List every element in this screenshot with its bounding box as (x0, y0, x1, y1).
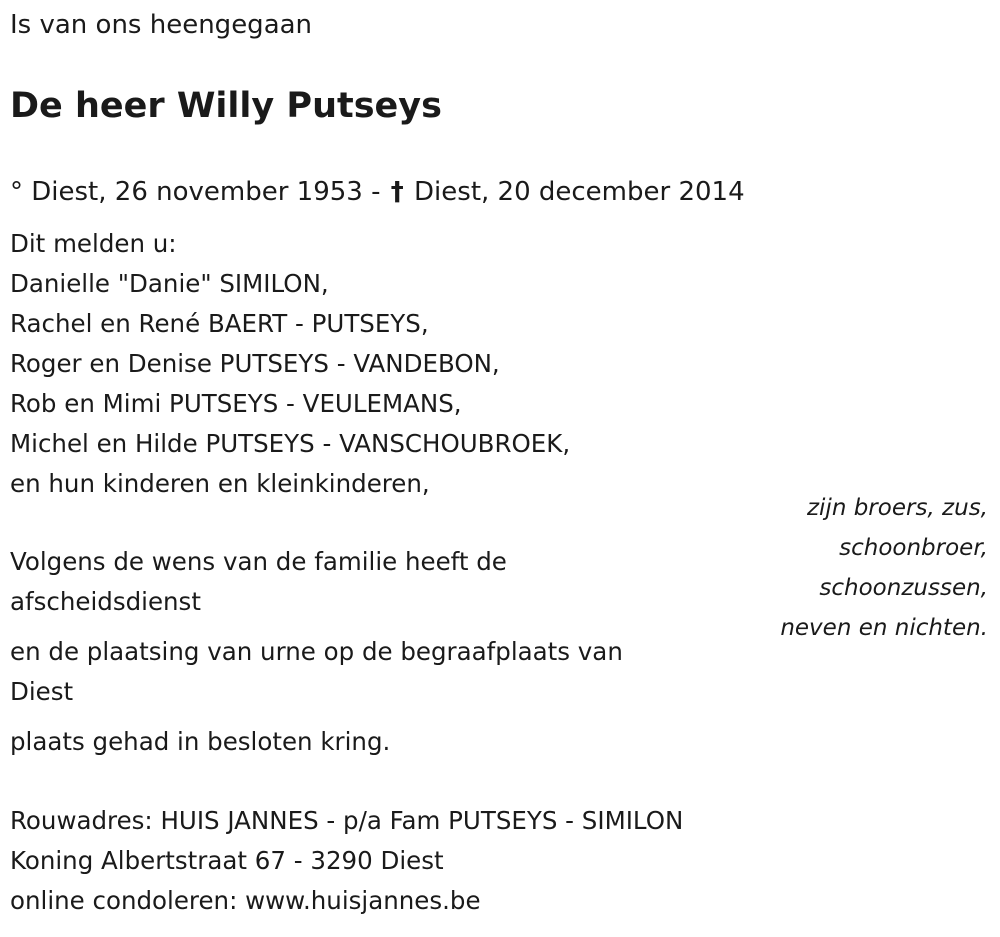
announcement-lead: Dit melden u: (10, 229, 177, 258)
announcement-block (10, 224, 570, 504)
funeral-line: Diest (10, 677, 74, 706)
address-line: Rouwadres: HUIS JANNES - p/a Fam PUTSEYS - SIMILON (10, 806, 684, 835)
life-dates (10, 175, 745, 209)
relation-block (780, 488, 988, 648)
family-line: Michel en Hilde PUTSEYS - VANSCHOUBROEK, (10, 429, 571, 458)
deceased-name: De heer Willy Putseys (10, 86, 442, 126)
birth-symbol: ° (10, 177, 23, 207)
relation-line: neven en nichten. (780, 615, 988, 641)
intro-text: Is van ons heengegaan (10, 10, 313, 40)
funeral-paragraph (10, 542, 507, 622)
funeral-line: plaats gehad in besloten kring. (10, 727, 391, 756)
family-line: Rachel en René BAERT - PUTSEYS, (10, 309, 429, 338)
funeral-paragraph (10, 722, 390, 762)
address-block (10, 801, 683, 921)
family-line: Danielle "Danie" SIMILON, (10, 269, 329, 298)
family-line: en hun kinderen en kleinkinderen, (10, 469, 430, 498)
address-line: Koning Albertstraat 67 - 3290 Diest (10, 846, 444, 875)
family-line: Rob en Mimi PUTSEYS - VEULEMANS, (10, 389, 462, 418)
funeral-paragraph (10, 632, 623, 712)
cross-icon: † (390, 177, 404, 207)
death-date: Diest, 20 december 2014 (414, 177, 745, 207)
funeral-line: afscheidsdienst (10, 587, 201, 616)
funeral-line: en de plaatsing van urne op de begraafplaats van (10, 637, 623, 666)
funeral-line: Volgens de wens van de familie heeft de (10, 547, 507, 576)
relation-line: schoonzussen, (819, 575, 988, 601)
condolence-link[interactable]: online condoleren: www.huisjannes.be (10, 886, 481, 915)
family-line: Roger en Denise PUTSEYS - VANDEBON, (10, 349, 500, 378)
birth-date: Diest, 26 november 1953 - (31, 177, 381, 207)
relation-line: zijn broers, zus, (806, 495, 988, 521)
relation-line: schoonbroer, (839, 535, 988, 561)
